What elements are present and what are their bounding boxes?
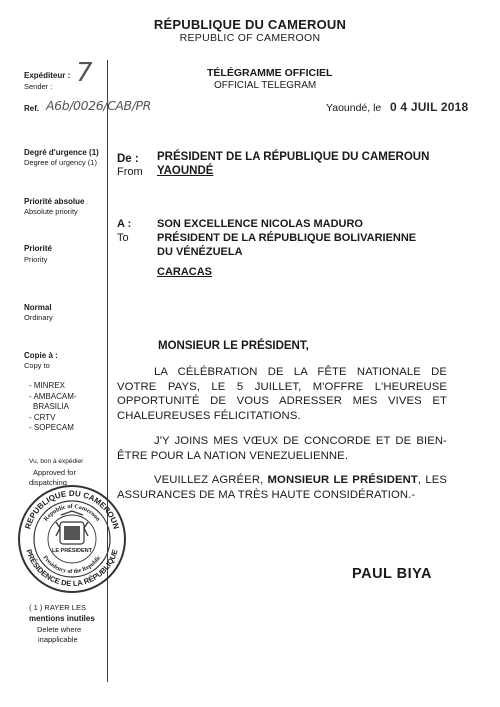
date-prefix: Yaoundé, le [326, 102, 382, 114]
from-line-1: PRÉSIDENT DE LA RÉPUBLIQUE DU CAMEROUN [157, 151, 430, 163]
ref-handwritten: A6b/0026/CAB/PR [46, 98, 151, 113]
rayer-label: ( 1 ) RAYER LES [29, 603, 86, 612]
seal-outer-bottom: PRÉSIDENCE DE LA RÉPUBLIQUE [24, 548, 120, 589]
to-line-3: DU VÉNÉZUELA [157, 246, 243, 258]
delete-label-1: Delete where [37, 625, 82, 634]
normal-fr: Normal [24, 303, 52, 312]
sender-handwritten: 7 [76, 58, 93, 88]
copy-item: - MINREX [29, 381, 65, 390]
paragraph-3-c: , LES ASSURANCES DE MA TRÈS HAUTE CONSIDÉRATION.- [117, 474, 447, 501]
from-label-en: From [117, 166, 143, 178]
copy-label-en: Copy to [24, 361, 50, 370]
copy-label-fr: Copie à : [24, 351, 58, 360]
from-label-fr: De : [117, 153, 139, 165]
dispatch-fr: Vu, bon à expédier [29, 458, 84, 465]
date-stamp: 0 4 JUIL 2018 [390, 100, 469, 114]
mentions-label: mentions inutiles [29, 614, 95, 623]
svg-text:Republic of Cameroon [43, 503, 102, 523]
seal-emblem-icon [56, 511, 88, 544]
absolute-priority-fr: Priorité absolue [24, 197, 85, 206]
to-label-en: To [117, 232, 129, 244]
normal-en: Ordinary [24, 313, 53, 322]
dispatch-en-1: Approved for [33, 468, 76, 477]
header-republic-en: REPUBLIC OF CAMEROON [179, 32, 321, 44]
paragraph-3-b: MONSIEUR LE PRÉSIDENT [267, 474, 418, 486]
priority-en: Priority [24, 255, 48, 264]
copy-item: - SOPECAM [29, 423, 74, 432]
telegram-title-en: OFFICIAL TELEGRAM [214, 80, 317, 91]
seal-outer-top: REPUBLIQUE DU CAMEROUN [23, 489, 121, 531]
sender-label-en: Sender : [24, 82, 53, 91]
paragraph-2: J'Y JOINS MES VŒUX DE CONCORDE ET DE BIEN-ÊTRE POUR LA NATION VENEZUELIENNE. [117, 435, 447, 462]
paragraph-1: LA CÉLÉBRATION DE LA FÊTE NATIONALE DE VOTRE PAYS, LE 5 JUILLET, M'OFFRE L'HEUREUSE OPPORTUNITÉ DE VOUS ADRESSER MES VIVES ET CHALEUREUSES FÉLICITATIONS. [117, 366, 447, 422]
absolute-priority-en: Absolute priority [24, 207, 78, 216]
copy-item: - CRTV [29, 413, 56, 422]
dispatch-en-2: dispatching [29, 478, 67, 487]
sender-label-fr: Expéditeur : [24, 71, 71, 80]
seal-inner-bottom: Presidency of the Republic [41, 554, 103, 576]
urgency-label-en: Degree of urgency (1) [24, 158, 97, 167]
copy-item: - AMBACAM- [29, 392, 77, 401]
priority-fr: Priorité [24, 244, 53, 253]
delete-label-2: inapplicable [38, 635, 78, 644]
signature: PAUL BIYA [352, 566, 432, 582]
copy-item: BRASILIA [33, 402, 70, 411]
header-republic-fr: RÉPUBLIQUE DU CAMEROUN [153, 17, 347, 32]
ref-label: Ref. [24, 104, 40, 113]
to-line-4: CARACAS [157, 266, 212, 278]
seal-center-text: LE PRÉSIDENT [51, 548, 93, 554]
svg-text:Presidency of the Republic [42, 555, 103, 575]
svg-text:PRÉSIDENCE DE LA RÉPUBLIQUE [24, 548, 119, 588]
to-label-fr: A : [117, 218, 132, 230]
urgency-label-fr: Degré d'urgence (1) [24, 148, 99, 157]
presidential-seal [17, 484, 127, 594]
from-line-2: YAOUNDÉ [157, 165, 214, 177]
salutation: MONSIEUR LE PRÉSIDENT, [158, 340, 309, 352]
telegram-title-fr: TÉLÉGRAMME OFFICIEL [207, 67, 333, 79]
paragraph-3-a: VEUILLEZ AGRÉER, [154, 474, 268, 486]
seal-inner-top: Republic of Cameroon [42, 502, 102, 523]
to-line-1: SON EXCELLENCE NICOLAS MADURO [157, 218, 363, 230]
to-line-2: PRÉSIDENT DE LA RÉPUBLIQUE BOLIVARIENNE [157, 232, 417, 244]
paragraph-3 [117, 473, 447, 502]
